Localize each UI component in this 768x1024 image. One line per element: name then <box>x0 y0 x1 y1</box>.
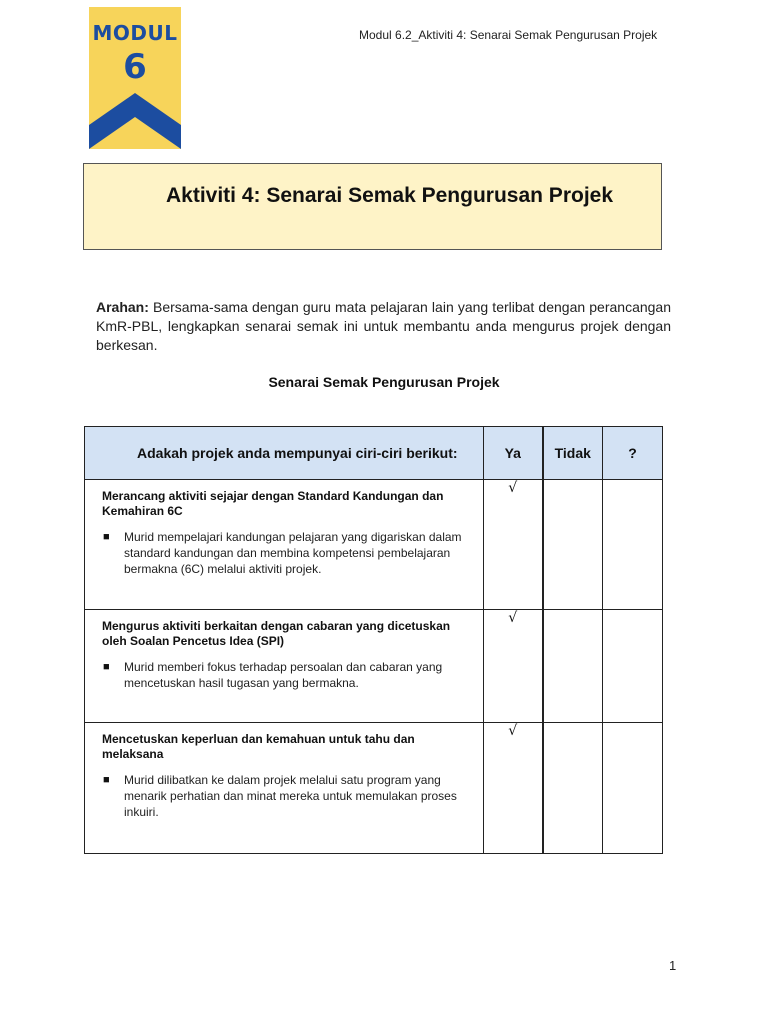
row-item <box>85 723 484 854</box>
row-point-text: Murid memberi fokus terhadap persoalan dan cabaran yang mencetuskan hasil tugasan yang bermakna. <box>124 660 443 690</box>
table-header-row <box>85 427 663 480</box>
header-question: Adakah projek anda mempunyai ciri-ciri berikut: <box>85 427 484 480</box>
instructions <box>96 298 671 355</box>
row-point <box>102 529 473 577</box>
row-point-text: Murid dilibatkan ke dalam projek melalui satu program yang menarik perhatian dan minat mereka untuk memulakan proses inkuiri. <box>124 773 457 819</box>
table-caption: Senarai Semak Pengurusan Projek <box>268 374 500 390</box>
cell-no[interactable] <box>543 723 603 854</box>
header-no: Tidak <box>543 427 603 480</box>
header-unsure: ? <box>603 427 663 480</box>
row-item <box>85 480 484 610</box>
header-note: Modul 6.2_Aktiviti 4: Senarai Semak Pengurusan Projek <box>359 28 658 42</box>
badge-number: 6 <box>123 47 147 87</box>
row-title: Merancang aktiviti sejajar dengan Standard Kandungan dan Kemahiran 6C <box>102 489 444 518</box>
chevron-up-icon <box>89 91 181 149</box>
title-box <box>83 163 662 250</box>
cell-yes[interactable]: √ <box>484 610 543 723</box>
row-title: Mengurus aktiviti berkaitan dengan cabaran yang dicetuskan oleh Soalan Pencetus Idea (SPI) <box>102 619 451 648</box>
header-yes: Ya <box>484 427 543 480</box>
instructions-lead: Arahan: <box>96 299 149 315</box>
cell-no[interactable] <box>543 480 603 610</box>
cell-unsure[interactable] <box>603 723 663 854</box>
row-point <box>102 659 473 691</box>
table-row <box>85 723 663 854</box>
badge-word: MODUL <box>92 21 178 45</box>
cell-yes[interactable]: √ <box>484 723 543 854</box>
modul-badge <box>89 7 181 149</box>
cell-unsure[interactable] <box>603 480 663 610</box>
page-title: Aktiviti 4: Senarai Semak Pengurusan Projek <box>166 184 614 207</box>
row-point-text: Murid mempelajari kandungan pelajaran yang digariskan dalam standard kandungan dan membina kompetensi pembelajaran bermakna (6C) melalui aktiviti projek. <box>124 530 462 576</box>
page-number: 1 <box>669 958 677 973</box>
row-title: Mencetuskan keperluan dan kemahuan untuk tahu dan melaksana <box>102 732 415 761</box>
table-row <box>85 610 663 723</box>
instructions-text: Bersama-sama dengan guru mata pelajaran lain yang terlibat dengan perancangan KmR-PBL, lengkapkan senarai semak ini untuk membantu anda mengurus projek dengan berkesan. <box>96 299 671 353</box>
cell-yes[interactable]: √ <box>484 480 543 610</box>
table-row <box>85 480 663 610</box>
checklist-table <box>84 426 663 854</box>
row-item <box>85 610 484 723</box>
square-bullet-icon: ■ <box>103 531 110 543</box>
square-bullet-icon: ■ <box>103 774 110 786</box>
row-point <box>102 772 473 820</box>
cell-unsure[interactable] <box>603 610 663 723</box>
square-bullet-icon: ■ <box>103 661 110 673</box>
cell-no[interactable] <box>543 610 603 723</box>
